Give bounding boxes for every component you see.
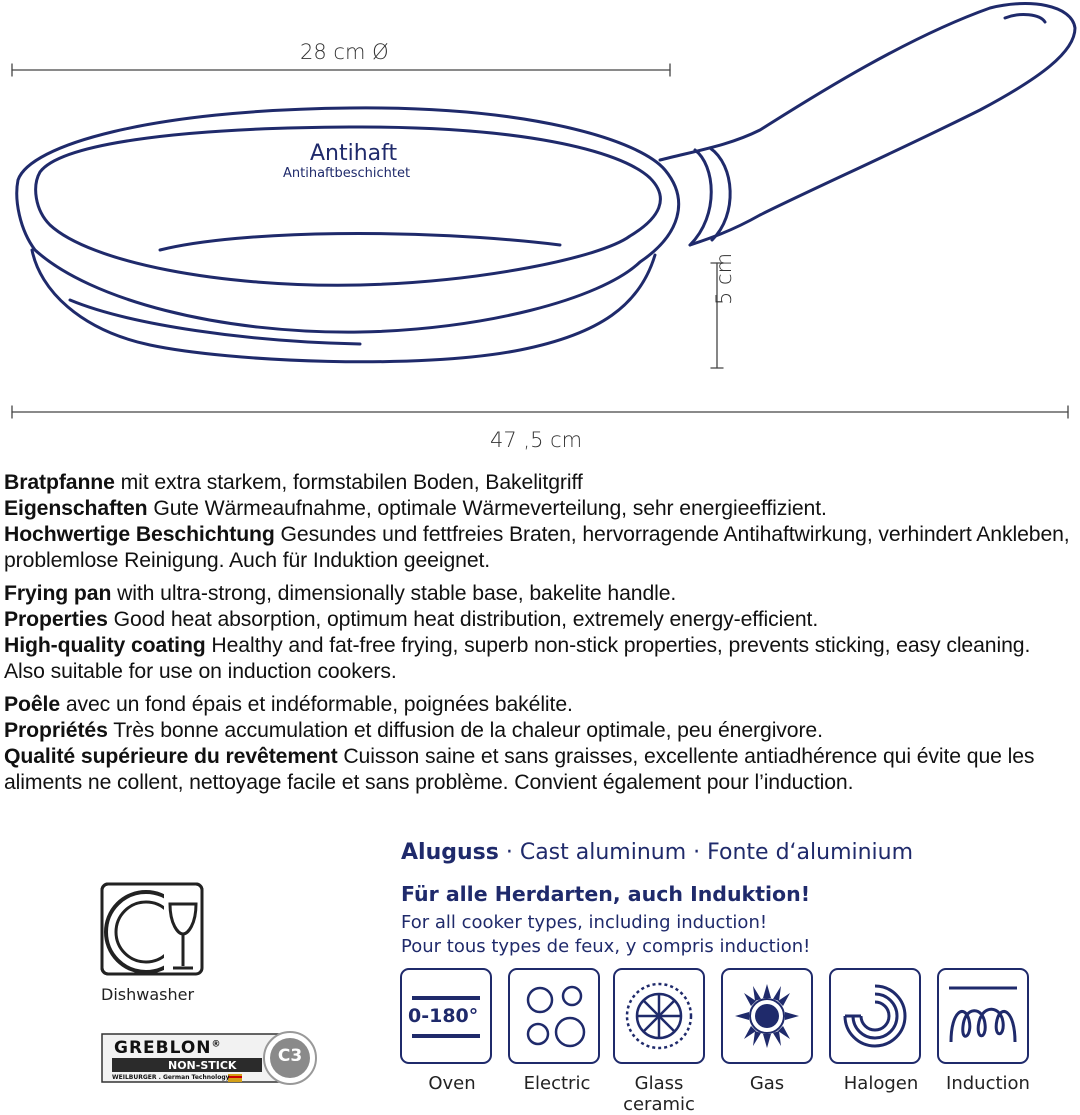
en-text-properties: Good heat absorption, optimum heat distribution, extremely energy-efficient.: [107, 608, 819, 631]
electric-hob-icon: [510, 970, 598, 1062]
stove-halogen: [829, 968, 921, 1064]
dishwasher-label: Dishwasher: [101, 985, 195, 1004]
induction-coil-icon: [939, 970, 1027, 1062]
description-de: [4, 470, 1074, 574]
greblon-logo: [98, 1024, 318, 1092]
stove-label-glass-ceramic: Glass ceramic: [623, 1073, 695, 1115]
halogen-icon: [831, 970, 919, 1062]
stove-electric: [508, 968, 600, 1064]
stove-oven: [400, 968, 492, 1064]
material-fr: Fonte d‘aluminium: [707, 840, 914, 865]
stove-label-induction: Induction: [946, 1073, 1030, 1094]
stove-gas: [721, 968, 813, 1064]
stove-glass-ceramic: [613, 968, 705, 1064]
de-text-pan: mit extra starkem, formstabilen Boden, Bakelitgriff: [114, 471, 583, 494]
de-text-coating: Gesundes und fettfreies Braten, hervorragende Antihaftwirkung, verhindert Ankleben, problemlose Reinigung. Auch für Induktion geeignet.: [4, 523, 1070, 572]
pan-diagram: [0, 0, 1080, 460]
material-en: Cast aluminum: [519, 840, 687, 865]
stove-label-oven: Oven: [428, 1073, 476, 1094]
fr-heading-properties: Propriétés: [4, 719, 108, 742]
fr-heading-coating: Qualité supérieure du revêtement: [4, 745, 338, 768]
de-text-properties: Gute Wärmeaufnahme, optimale Wärmeverteilung, sehr energieeffizient.: [147, 497, 827, 520]
en-heading-pan: Frying pan: [4, 582, 112, 605]
length-label: 47 ,5 cm: [490, 428, 583, 452]
de-heading-pan: Bratpfanne: [4, 471, 115, 494]
diameter-label: 28 cm Ø: [300, 40, 389, 64]
stove-induction: [937, 968, 1029, 1064]
gas-flame-icon: [723, 970, 811, 1062]
en-heading-properties: Properties: [4, 608, 108, 631]
fr-heading-pan: Poêle: [4, 693, 61, 716]
de-heading-properties: Eigenschaften: [4, 497, 148, 520]
material-de: Aluguss: [401, 840, 499, 865]
en-heading-coating: High-quality coating: [4, 634, 206, 657]
coating-title: Antihaft: [310, 141, 398, 166]
en-text-coating: Healthy and fat-free frying, superb non-stick properties, prevents sticking, easy cleaning. Also suitable for use on induction cookers.: [4, 634, 1031, 683]
greblon-type: NON-STICK: [168, 1059, 237, 1072]
material-separator: ·: [498, 840, 520, 865]
cooker-title-en: For all cooker types, including induction!: [401, 912, 768, 933]
greblon-grade: C3: [277, 1046, 303, 1066]
greblon-maker: WEILBURGER . German Technology: [112, 1074, 230, 1081]
glass-ceramic-icon: [615, 970, 703, 1062]
description-en: [4, 581, 1074, 685]
en-text-pan: with ultra-strong, dimensionally stable base, bakelite handle.: [111, 582, 677, 605]
fr-text-properties: Très bonne accumulation et diffusion de la chaleur optimale, peu énergivore.: [107, 719, 823, 742]
material-separator: ·: [686, 840, 708, 865]
de-heading-coating: Hochwertige Beschichtung: [4, 523, 275, 546]
cooker-title-fr: Pour tous types de feux, y compris induction!: [401, 936, 811, 957]
dishwasher-icon: [100, 882, 206, 978]
product-description: [4, 470, 1074, 803]
description-fr: [4, 692, 1074, 796]
stove-label-halogen: Halogen: [843, 1073, 919, 1094]
coating-subtitle: Antihaftbeschichtet: [283, 166, 411, 181]
fr-text-coating: Cuisson saine et sans graisses, excellente antiadhérence qui évite que les aliments ne collent, nettoyage facile et sans problème. Convient également pour l’induction.: [4, 745, 1035, 794]
height-label: 5 cm: [712, 252, 736, 305]
greblon-brand: GREBLON®: [114, 1038, 222, 1058]
oven-temperature: 0-180°: [408, 1005, 479, 1027]
material-line: [401, 840, 913, 865]
stove-label-gas: Gas: [749, 1073, 785, 1094]
stove-label-electric: Electric: [523, 1073, 591, 1094]
cooker-title-de: Für alle Herdarten, auch Induktion!: [401, 882, 811, 906]
fr-text-pan: avec un fond épais et indéformable, poignées bakélite.: [60, 693, 573, 716]
